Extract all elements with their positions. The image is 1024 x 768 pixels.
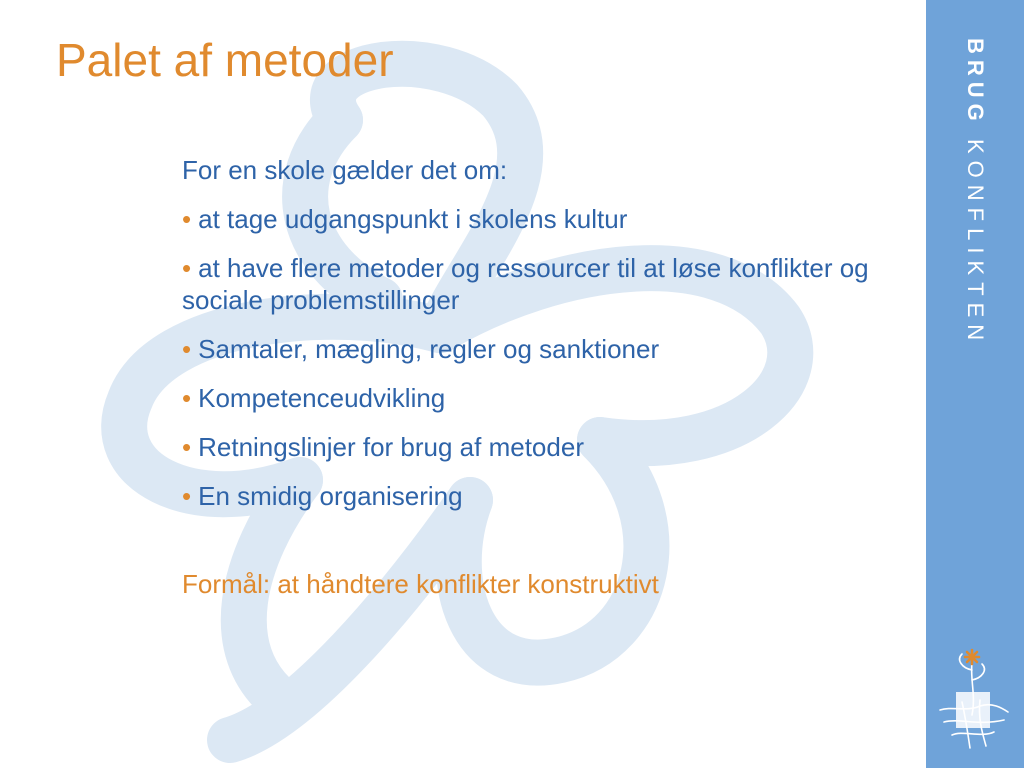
bullet-text: Samtaler, mægling, regler og sanktioner — [198, 333, 660, 364]
list-item — [182, 432, 882, 463]
bullet-text: Retningslinjer for brug af metoder — [198, 432, 584, 463]
flower-logo-icon — [932, 640, 1012, 750]
brand-bold: BRUG — [963, 38, 988, 127]
bullet-marker: • — [182, 382, 192, 413]
bullet-marker: • — [182, 481, 192, 512]
brand-wordmark — [962, 38, 988, 347]
bullet-text: En smidig organisering — [198, 481, 463, 512]
purpose-text: Formål: at håndtere konflikter konstruktivt — [182, 568, 659, 599]
bullet-marker: • — [182, 333, 192, 364]
bullet-marker: • — [182, 253, 192, 284]
list-item — [182, 204, 882, 235]
list-item — [182, 481, 882, 512]
bullet-text: at tage udgangspunkt i skolens kultur — [198, 204, 628, 235]
bullet-list — [182, 204, 882, 512]
slide-title: Palet af metoder — [56, 34, 394, 86]
bullet-text: Kompetenceudvikling — [198, 382, 446, 413]
list-item — [182, 253, 882, 315]
bullet-marker: • — [182, 204, 192, 235]
bullet-text: at have flere metoder og ressourcer til at løse konflikter og sociale problemstillinger — [182, 253, 869, 315]
brand-light: KONFLIKTEN — [963, 138, 988, 347]
intro-text: For en skole gælder det om: — [182, 155, 508, 185]
list-item — [182, 334, 882, 365]
bullet-marker: • — [182, 432, 192, 463]
list-item — [182, 383, 882, 414]
slide-body — [182, 155, 882, 626]
